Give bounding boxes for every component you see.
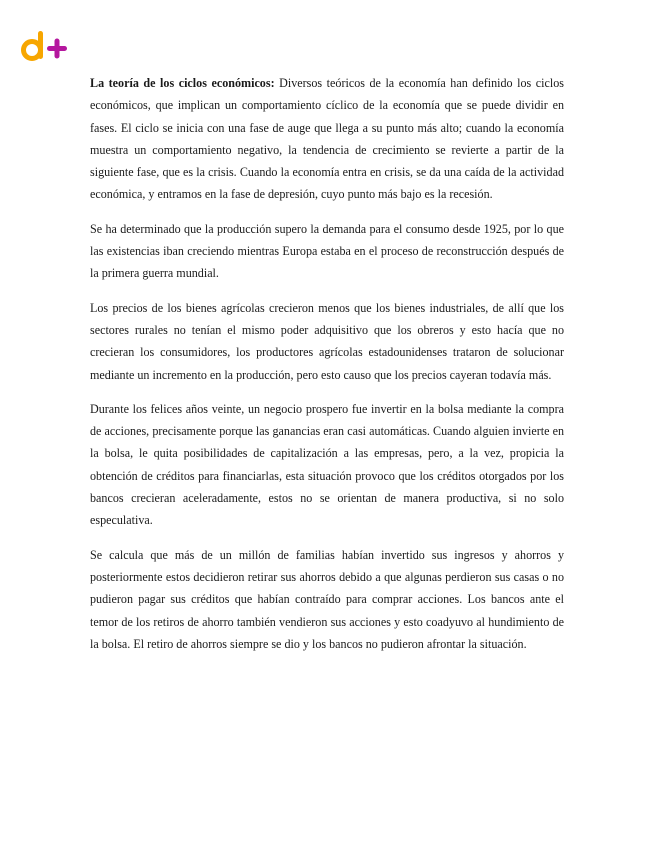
document-body	[90, 72, 564, 667]
paragraph-4: Durante los felices años veinte, un negocio prospero fue invertir en la bolsa mediante la compra de acciones, precisamente porque las ganancias eran casi automáticas. Cuando alguien invierte en la bolsa, le quita posibilidades de capitalización a las empresas, pero, a la vez, propicia la obtención de créditos para financiarlas, esta situación provoco que los créditos otorgados por los bancos crecieran aceleradamente, estos no se orientan de manera productiva, si no solo especulativa.	[90, 401, 564, 528]
paragraph-2: Se ha determinado que la producción supero la demanda para el consumo desde 1925, por lo que las existencias iban creciendo mientras Europa estaba en el proceso de reconstrucción después de la primera guerra mundial.	[90, 221, 564, 281]
paragraph-3: Los precios de los bienes agrícolas crecieron menos que los bienes industriales, de allí que los sectores rurales no tenían el mismo poder adquisitivo que los obreros y esto hacía que no crecieran los consumidores, los productores agrícolas estadounidenses trataron de solucionar mediante un incremento en la producción, pero esto causo que los precios cayeran todavía más.	[90, 300, 564, 382]
logo-d-stem	[38, 31, 43, 59]
paragraph-5: Se calcula que más de un millón de familias habían invertido sus ingresos y ahorros y posteriormente estos decidieron retirar sus ahorros debido a que algunas perdieron sus casas o no pudieron pagar sus créditos que habían contraído para comprar acciones. Los bancos ante el temor de los retiros de ahorro también vendieron sus acciones y esto coadyuvo al hundimiento de la bolsa. El retiro de ahorros siempre se dio y los bancos no pudieron afrontar la situación.	[90, 547, 564, 651]
logo-plus-vertical	[55, 39, 60, 59]
paragraph-1	[90, 72, 564, 206]
paragraph-1-lead: La teoría de los ciclos económicos:	[90, 76, 275, 90]
brand-logo-icon	[20, 27, 70, 63]
logo-d-bowl	[24, 42, 41, 59]
paragraph-1-text: Diversos teóricos de la economía han definido los ciclos económicos, que implican un comportamiento cíclico de la economía que se puede dividir en fases. El ciclo se inicia con una fase de auge que llega a su punto más alto; cuando la economía muestra un comportamiento negativo, la tendencia de crecimiento se revierte a partir de la siguiente fase, que es la crisis. Cuando la economía entra en crisis, se da una caída de la actividad económica, y entramos en la fase de depresión, cuyo punto más bajo es la recesión.	[90, 76, 564, 202]
